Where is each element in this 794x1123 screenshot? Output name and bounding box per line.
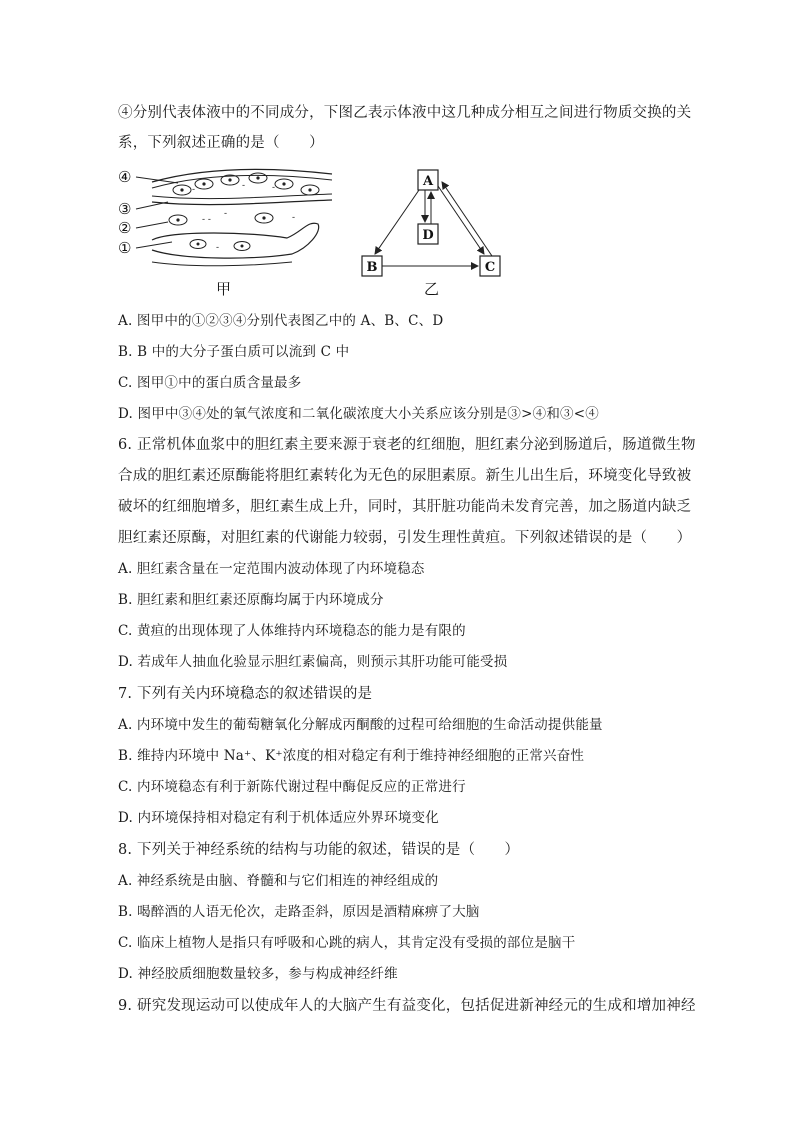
yi-node-c: C xyxy=(484,260,496,275)
q7-stem: 7. 下列有关内环境稳态的叙述错误的是 xyxy=(118,686,373,702)
q8-option-a: A. 神经系统是由脑、脊髓和与它们相连的神经组成的 xyxy=(118,873,439,889)
q5-option-a: A. 图甲中的①②③④分别代表图乙中的 A、B、C、D xyxy=(118,313,444,329)
svg-text:-: - xyxy=(242,181,246,191)
q6-option-a: A. 胆红素含量在一定范围内波动体现了内环境稳态 xyxy=(118,561,425,577)
q6-stem-line-3: 破坏的红细胞增多，胆红素生成上升，同时，其肝脏功能尚未发育完善，加之肠道内缺乏 xyxy=(118,499,692,515)
q8-stem: 8. 下列关于神经系统的结构与功能的叙述，错误的是（ ） xyxy=(118,842,520,858)
q5-figure xyxy=(112,160,512,302)
q8-option-b: B. 喝醉酒的人语无伦次，走路歪斜，原因是酒精麻痹了大脑 xyxy=(118,904,480,920)
q7-option-b: B. 维持内环境中 Na⁺、K⁺浓度的相对稳定有利于维持神经细胞的正常兴奋性 xyxy=(118,748,585,764)
q6-option-d: D. 若成年人抽血化验显示胆红素偏高，则预示其肝功能可能受损 xyxy=(118,654,508,670)
q7-option-c: C. 内环境稳态有利于新陈代谢过程中酶促反应的正常进行 xyxy=(118,779,466,795)
q9-stem-line-1: 9. 研究发现运动可以使成年人的大脑产生有益变化，包括促进新神经元的生成和增加神经 xyxy=(118,998,696,1014)
jia-label-1: ① xyxy=(118,239,132,257)
figure-jia xyxy=(118,168,332,298)
svg-text:-: - xyxy=(272,183,276,193)
svg-text:-: - xyxy=(192,185,196,195)
q6-stem-line-1: 6. 正常机体血浆中的胆红素主要来源于衰老的红细胞，胆红素分泌到肠道后，肠道微生物 xyxy=(118,437,696,453)
jia-label-2: ② xyxy=(118,219,132,237)
yi-node-b: B xyxy=(366,260,378,275)
svg-text:-: - xyxy=(224,209,228,219)
svg-text:-: - xyxy=(216,243,220,253)
q5-stem-line-1: ④分别代表体液中的不同成分，下图乙表示体液中这几种成分相互之间进行物质交换的关 xyxy=(118,105,692,121)
q8-option-d: D. 神经胶质细胞数量较多，参与构成神经纤维 xyxy=(118,966,398,982)
q5-option-b: B. B 中的大分子蛋白质可以流到 C 中 xyxy=(118,344,350,360)
q5-option-d: D. 图甲中③④处的氧气浓度和二氧化碳浓度大小关系应该分别是③>④和③<④ xyxy=(118,406,599,422)
q6-option-c: C. 黄疸的出现体现了人体维持内环境稳态的能力是有限的 xyxy=(118,623,466,639)
yi-node-d: D xyxy=(422,228,434,243)
q5-option-c: C. 图甲①中的蛋白质含量最多 xyxy=(118,375,302,391)
q5-stem-line-2: 系，下列叙述正确的是（ ） xyxy=(118,135,324,151)
q6-option-b: B. 胆红素和胆红素还原酶均属于内环境成分 xyxy=(118,592,384,608)
jia-label-3: ③ xyxy=(118,200,132,218)
svg-text:-: - xyxy=(292,213,296,223)
jia-label-4: ④ xyxy=(118,168,132,186)
svg-text:- -: - - xyxy=(202,215,211,225)
q7-option-a: A. 内环境中发生的葡萄糖氧化分解成丙酮酸的过程可给细胞的生命活动提供能量 xyxy=(118,717,603,733)
q5-figure-svg xyxy=(112,160,512,302)
q6-stem-line-2: 合成的胆红素还原酶能将胆红素转化为无色的尿胆素原。新生儿出生后，环境变化导致被 xyxy=(118,468,692,484)
q6-stem-line-4: 胆红素还原酶，对胆红素的代谢能力较弱，引发生理性黄疸。下列叙述错误的是（ ） xyxy=(118,530,692,546)
jia-caption: 甲 xyxy=(216,280,232,298)
q8-option-c: C. 临床上植物人是指只有呼吸和心跳的病人，其肯定没有受损的部位是脑干 xyxy=(118,935,576,951)
yi-caption: 乙 xyxy=(424,280,440,298)
q7-option-d: D. 内环境保持相对稳定有利于机体适应外界环境变化 xyxy=(118,810,439,826)
figure-yi xyxy=(362,170,500,298)
yi-node-a: A xyxy=(422,174,434,189)
